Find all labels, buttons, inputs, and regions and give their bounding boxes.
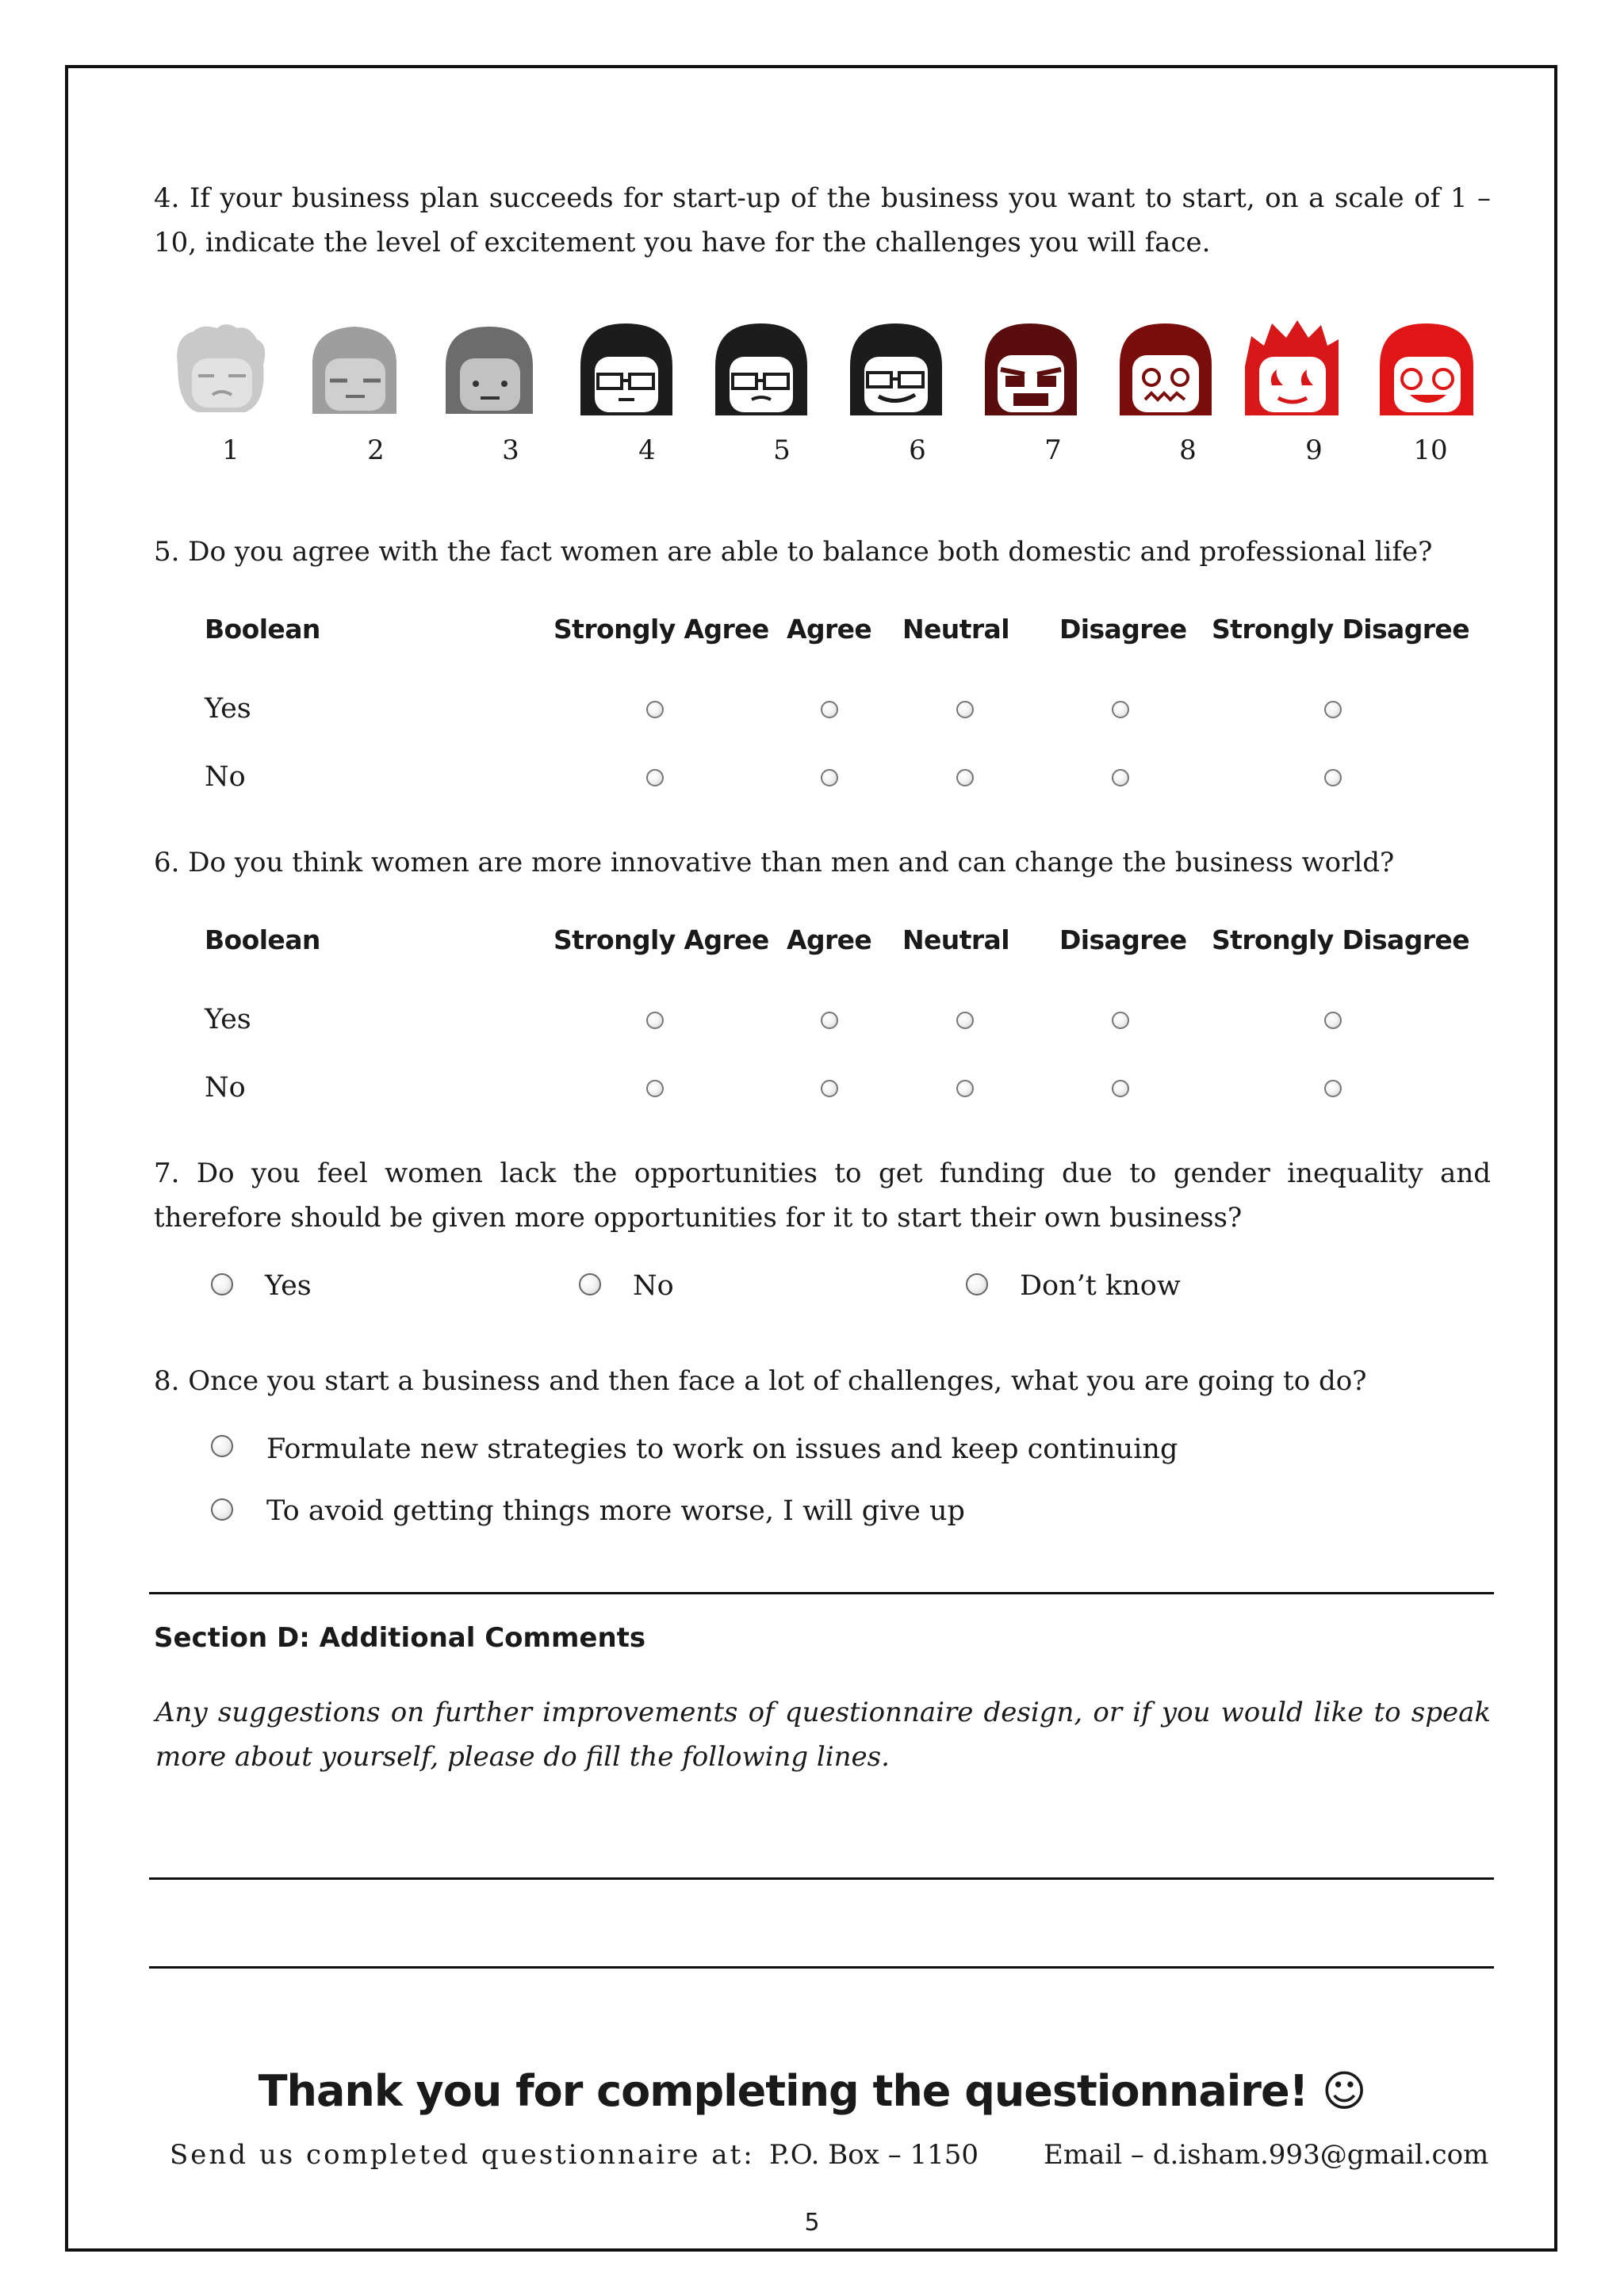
radio-no-neutral[interactable] [956, 1080, 974, 1097]
question-6-text: 6. Do you think women are more innovative than men and can change the business world? [154, 847, 1395, 878]
section-d-instructions: Any suggestions on further improvements of questionnaire design, or if you would like to speak more about yourself, please do fill the following lines. [155, 1697, 1491, 1773]
radio-no-agree[interactable] [821, 1080, 838, 1097]
page-number: 5 [804, 2209, 820, 2237]
po-box: P.O. Box – 1150 [769, 2139, 979, 2171]
scale-label-2: 2 [367, 434, 385, 466]
face-nervous-icon[interactable] [1113, 317, 1216, 420]
question-8-text: 8. Once you start a business and then face a lot of challenges, what you are going to do? [154, 1365, 1367, 1397]
face-bored-icon[interactable] [303, 317, 406, 420]
radio-no-strongly-agree[interactable] [646, 1080, 664, 1097]
header-neutral: Neutral [902, 614, 1009, 645]
header-strongly-disagree: Strongly Disagree [1212, 614, 1469, 645]
header-boolean: Boolean [205, 924, 320, 955]
option-q8-give-up: To avoid getting things more worse, I will give up [266, 1495, 965, 1527]
scale-label-10: 10 [1413, 434, 1448, 466]
radio-yes-agree[interactable] [821, 701, 838, 718]
face-grin-icon[interactable] [844, 317, 947, 420]
radio-no-agree[interactable] [821, 769, 838, 786]
face-neutral-icon[interactable] [438, 317, 541, 420]
radio-yes-strongly-disagree[interactable] [1324, 1012, 1342, 1029]
header-disagree: Disagree [1059, 614, 1187, 645]
comment-line-2[interactable] [149, 1966, 1494, 1969]
header-boolean: Boolean [205, 614, 320, 645]
radio-q7-yes[interactable] [211, 1273, 233, 1295]
scale-label-7: 7 [1044, 434, 1062, 466]
radio-q8-give-up[interactable] [211, 1498, 233, 1521]
header-agree: Agree [787, 924, 872, 955]
face-sleepy-icon[interactable] [170, 317, 273, 420]
option-q7-dont-know: Don’t know [1020, 1270, 1181, 1302]
face-glasses-icon[interactable] [574, 317, 677, 420]
face-fire-icon[interactable] [1240, 317, 1343, 420]
radio-q8-formulate[interactable] [211, 1435, 233, 1457]
row-label-no: No [205, 1072, 246, 1104]
radio-yes-neutral[interactable] [956, 701, 974, 718]
radio-yes-disagree[interactable] [1112, 701, 1129, 718]
radio-yes-strongly-agree[interactable] [646, 701, 664, 718]
radio-yes-strongly-agree[interactable] [646, 1012, 664, 1029]
header-strongly-agree: Strongly Agree [553, 614, 769, 645]
radio-no-neutral[interactable] [956, 769, 974, 786]
question-4-text: 4. If your business plan succeeds for start-up of the business you want to start, on a scale of 1 – 10, indicate the level of excitement you have for the challenges you will face. [154, 182, 1491, 258]
header-neutral: Neutral [902, 924, 1009, 955]
radio-no-disagree[interactable] [1112, 1080, 1129, 1097]
face-determined-icon[interactable] [979, 317, 1082, 420]
radio-yes-strongly-disagree[interactable] [1324, 701, 1342, 718]
option-q7-no: No [633, 1270, 674, 1302]
option-q7-yes: Yes [265, 1270, 312, 1302]
face-glasses-icon[interactable] [709, 317, 812, 420]
scale-label-1: 1 [222, 434, 239, 466]
row-label-yes: Yes [205, 1004, 251, 1035]
header-strongly-disagree: Strongly Disagree [1212, 924, 1469, 955]
row-label-no: No [205, 761, 246, 793]
scale-label-9: 9 [1305, 434, 1323, 466]
face-ecstatic-icon[interactable] [1375, 317, 1478, 420]
excitement-scale [170, 317, 1510, 428]
radio-yes-agree[interactable] [821, 1012, 838, 1029]
row-label-yes: Yes [205, 693, 251, 725]
thank-you-message: Thank you for completing the questionnaire! ☺ [258, 2066, 1366, 2116]
section-d-title: Section D: Additional Comments [154, 1622, 646, 1654]
scale-label-8: 8 [1179, 434, 1197, 466]
header-strongly-agree: Strongly Agree [553, 924, 769, 955]
scale-label-3: 3 [502, 434, 519, 466]
option-q8-formulate: Formulate new strategies to work on issues and keep continuing [266, 1433, 1178, 1465]
section-divider [149, 1592, 1494, 1594]
send-label: Send us completed questionnaire at: [170, 2139, 755, 2171]
radio-no-strongly-agree[interactable] [646, 769, 664, 786]
radio-q7-no[interactable] [579, 1273, 601, 1295]
radio-no-disagree[interactable] [1112, 769, 1129, 786]
radio-yes-disagree[interactable] [1112, 1012, 1129, 1029]
question-7-text: 7. Do you feel women lack the opportunities to get funding due to gender inequality and therefore should be given more opportunities for it to start their own business? [154, 1158, 1491, 1234]
email: Email – d.isham.993@gmail.com [1044, 2139, 1489, 2171]
header-agree: Agree [787, 614, 872, 645]
radio-no-strongly-disagree[interactable] [1324, 1080, 1342, 1097]
header-disagree: Disagree [1059, 924, 1187, 955]
radio-q7-dont-know[interactable] [966, 1273, 988, 1295]
radio-no-strongly-disagree[interactable] [1324, 769, 1342, 786]
radio-yes-neutral[interactable] [956, 1012, 974, 1029]
scale-label-5: 5 [773, 434, 791, 466]
scale-label-6: 6 [909, 434, 926, 466]
comment-line-1[interactable] [149, 1877, 1494, 1880]
question-5-text: 5. Do you agree with the fact women are able to balance both domestic and professional life? [154, 536, 1433, 568]
scale-label-4: 4 [638, 434, 656, 466]
